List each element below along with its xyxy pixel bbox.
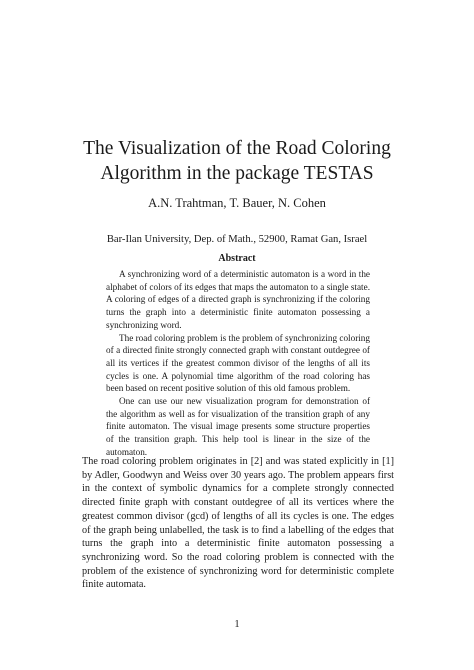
author-list: A.N. Trahtman, T. Bauer, N. Cohen <box>148 196 326 210</box>
title-line-2: Algorithm in the package TESTAS <box>100 163 374 184</box>
page-number: 1 <box>234 619 240 630</box>
abstract-paragraph: One can use our new visualization program for demonstration of the algorithm as well as for visualization of the transition graph of any finite automaton. The visual image presents some structure properties of the transition graph. This help tool is linear in the size of the automaton. <box>106 396 370 457</box>
abstract-heading: Abstract <box>218 253 256 264</box>
abstract-body <box>106 268 370 459</box>
title-line-1: The Visualization of the Road Coloring <box>83 138 391 159</box>
abstract-paragraph: A synchronizing word of a deterministic automaton is a word in the alphabet of colors of its edges that maps the automaton to a single state. A coloring of edges of a directed graph is synchronizing if the coloring turns the graph into a deterministic finite automaton possessing a synchronizing word. <box>106 269 370 330</box>
body-paragraph: The road coloring problem originates in [2] and was stated explicitly in [1] by Adler, Goodwyn and Weiss over 30 years ago. The problem appears first in the context of symbolic dynamics for a complete strongly connected directed finite graph with constant outdegree of all its vertices where the greatest common divisor (gcd) of lengths of all its cycles is one. The edges of the graph being unlabelled, the task is to find a labelling of the edges that turns the graph into a deterministic finite automaton possessing a synchronizing word. So the road coloring problem is connected with the problem of the existence of synchronizing word for deterministic complete finite automata. <box>82 456 394 591</box>
affiliation: Bar-Ilan University, Dep. of Math., 52900, Ramat Gan, Israel <box>106 234 368 245</box>
body-section <box>82 455 394 592</box>
paper-title <box>40 136 434 186</box>
abstract-paragraph: The road coloring problem is the problem of synchronizing coloring of a directed finite strongly connected graph with constant outdegree of all its vertices if the greatest common divisor of the lengths of all its cycles is one. A polynomial time algorithm of the road coloring has been based on recent positive solution of this old famous problem. <box>106 332 370 394</box>
